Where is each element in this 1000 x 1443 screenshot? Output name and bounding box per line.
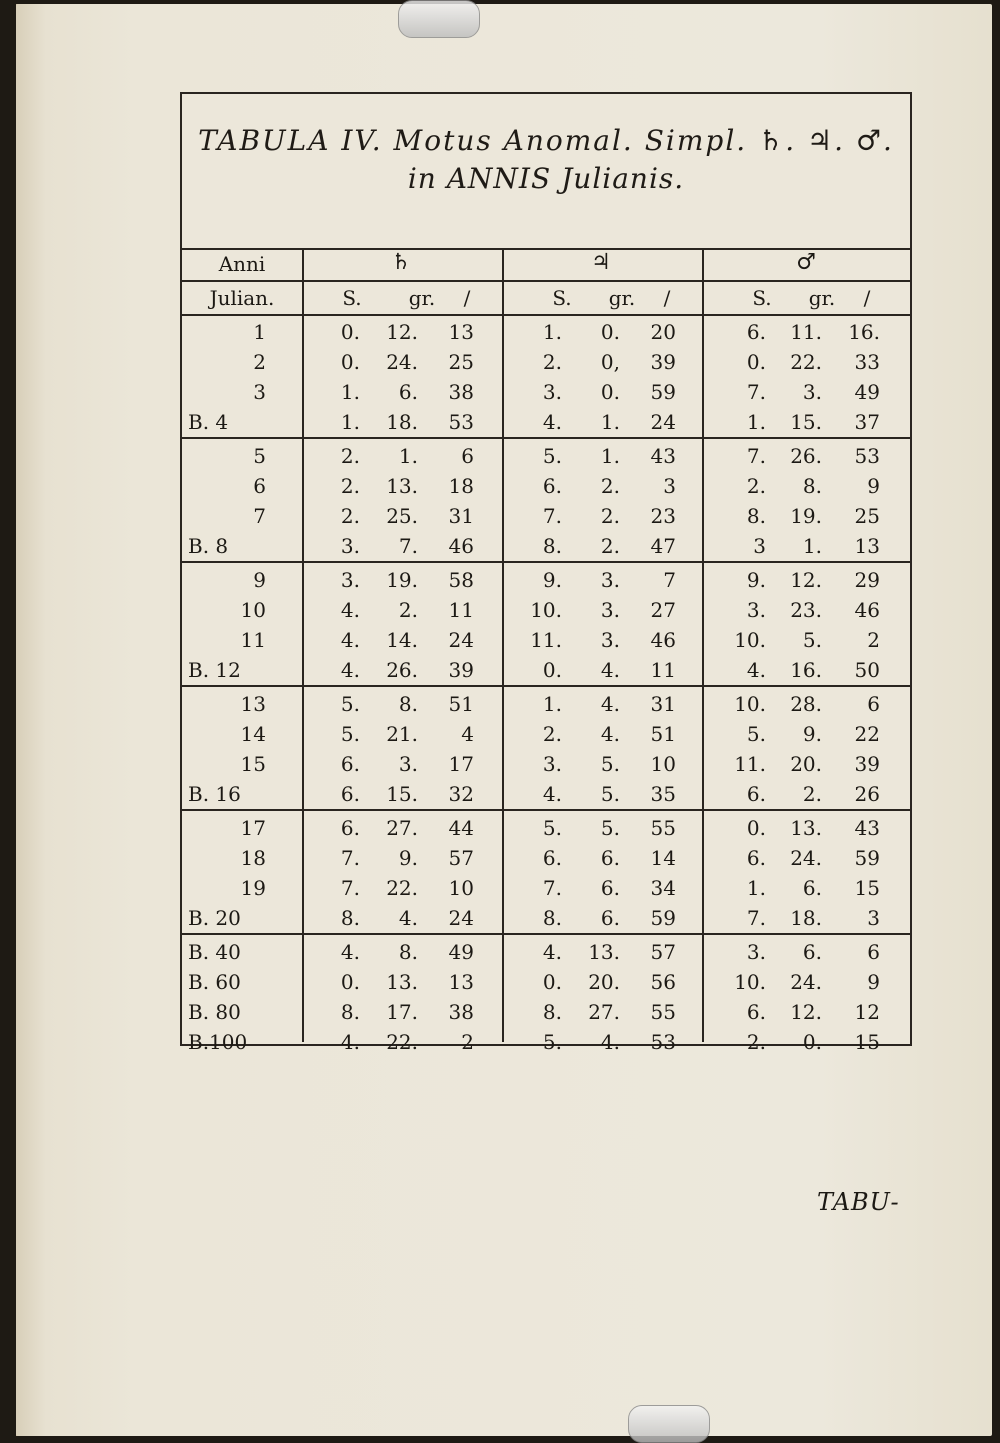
header-saturn: ♄ [391,250,411,275]
mar-value: 13 [854,534,880,558]
year-cell: B. 40 [188,940,241,964]
year-cell: 5 [253,444,266,468]
mar-value: 7. [746,380,766,404]
year-cell: 10 [240,598,266,622]
sat-value: 1. [340,410,360,434]
sat-value: 4. [340,658,360,682]
jup-value: 6. [600,876,620,900]
jup-value: 6. [542,474,562,498]
sat-value: 2. [398,598,418,622]
mar-value: 18. [790,906,822,930]
jup-value: 2. [542,722,562,746]
sat-value: 8. [340,906,360,930]
sat-value: 13 [448,320,474,344]
sat-value: 5. [340,722,360,746]
catchword: TABU- [817,1188,900,1216]
year-cell: 3 [253,380,266,404]
sat-value: 6 [461,444,474,468]
sat-value: 2. [340,474,360,498]
jup-value: 56 [650,970,676,994]
mar-value: 19. [790,504,822,528]
sat-value: 2 [461,1030,474,1054]
mar-value: 1. [802,534,822,558]
mar-value: 50 [854,658,880,682]
jup-value: 4. [542,782,562,806]
jup-value: 9. [542,568,562,592]
unit-min: / [463,286,471,310]
sat-value: 3. [398,752,418,776]
mar-value: 6. [746,846,766,870]
jup-value: 0. [600,380,620,404]
jup-value: 6. [600,906,620,930]
sat-value: 4. [340,628,360,652]
jup-value: 4. [600,692,620,716]
mar-value: 9. [802,722,822,746]
sat-value: 6. [398,380,418,404]
mar-value: 20. [790,752,822,776]
mar-value: 6. [746,782,766,806]
sat-value: 5. [340,692,360,716]
year-cell: B. 80 [188,1000,241,1024]
mar-value: 3. [746,940,766,964]
mar-value: 37 [854,410,880,434]
mar-value: 3. [802,380,822,404]
jup-value: 8. [542,534,562,558]
jup-value: 59 [650,380,676,404]
mar-value: 59 [854,846,880,870]
jup-value: 4. [542,940,562,964]
sat-value: 3. [340,534,360,558]
sat-value: 22. [386,1030,418,1054]
sat-value: 17. [386,1000,418,1024]
mar-value: 9 [867,474,880,498]
year-cell: B. 12 [188,658,241,682]
sat-value: 13. [386,474,418,498]
jup-value: 5. [542,1030,562,1054]
year-cell: B. 16 [188,782,241,806]
mar-value: 9 [867,970,880,994]
jup-value: 6. [542,846,562,870]
sat-value: 9. [398,846,418,870]
mar-value: 15. [790,410,822,434]
jup-value: 6. [600,846,620,870]
jup-value: 34 [650,876,676,900]
mar-value: 1. [746,876,766,900]
col-divider [702,248,704,1042]
mar-value: 6 [867,940,880,964]
table-frame [180,92,912,1054]
jup-value: 5. [600,782,620,806]
jup-value: 10 [650,752,676,776]
year-cell: 2 [253,350,266,374]
jup-value: 47 [650,534,676,558]
jup-value: 1. [600,410,620,434]
sat-value: 18 [448,474,474,498]
mar-value: 7. [746,444,766,468]
mar-value: 15 [854,876,880,900]
jup-value: 2. [542,350,562,374]
sat-value: 0. [340,320,360,344]
sat-value: 8. [398,692,418,716]
sat-value: 8. [398,940,418,964]
mar-value: 6 [867,692,880,716]
sat-value: 0. [340,970,360,994]
jup-value: 20. [588,970,620,994]
sat-value: 38 [448,380,474,404]
year-cell: B.100 [188,1030,248,1054]
jup-value: 1. [600,444,620,468]
unit-gr: gr. [608,286,636,310]
mar-value: 9. [746,568,766,592]
unit-gr: gr. [808,286,836,310]
jup-value: 1. [542,320,562,344]
mar-value: 7. [746,906,766,930]
jup-value: 59 [650,906,676,930]
mar-value: 6. [802,876,822,900]
jup-value: 35 [650,782,676,806]
jup-value: 1. [542,692,562,716]
jup-value: 55 [650,816,676,840]
sat-value: 18. [386,410,418,434]
jup-value: 14 [650,846,676,870]
mar-value: 23. [790,598,822,622]
group-divider [182,437,910,439]
jup-value: 8. [542,906,562,930]
sat-value: 6. [340,782,360,806]
mar-value: 26. [790,444,822,468]
sat-value: 32 [448,782,474,806]
jup-value: 11. [530,628,562,652]
year-cell: 13 [240,692,266,716]
sat-value: 6. [340,816,360,840]
unit-s: S. [552,286,572,310]
unit-min: / [863,286,871,310]
mar-value: 3 [867,906,880,930]
sat-value: 44 [448,816,474,840]
jup-value: 51 [650,722,676,746]
group-divider [182,933,910,935]
sat-value: 11 [448,598,474,622]
sat-value: 12. [386,320,418,344]
year-cell: 15 [240,752,266,776]
mar-value: 8. [802,474,822,498]
jup-value: 8. [542,1000,562,1024]
header-row-units [182,282,910,316]
jup-value: 4. [600,1030,620,1054]
jup-value: 27 [650,598,676,622]
jup-value: 4. [600,722,620,746]
sat-value: 25. [386,504,418,528]
mar-value: 10. [734,628,766,652]
jup-value: 55 [650,1000,676,1024]
sat-value: 4 [461,722,474,746]
jup-value: 0. [542,970,562,994]
sat-value: 2. [340,504,360,528]
sat-value: 4. [340,598,360,622]
header-julian: Julian. [209,286,275,310]
mar-value: 10. [734,692,766,716]
jup-value: 53 [650,1030,676,1054]
bottom-clip [628,1405,710,1443]
top-clip [398,0,480,38]
sat-value: 13. [386,970,418,994]
mar-value: 43 [854,816,880,840]
mar-value: 49 [854,380,880,404]
jup-value: 5. [542,816,562,840]
mar-value: 1. [746,410,766,434]
mar-value: 16. [848,320,880,344]
jup-value: 20 [650,320,676,344]
sat-value: 53 [448,410,474,434]
header-anni: Anni [218,252,266,276]
group-divider [182,685,910,687]
jup-value: 0. [600,320,620,344]
jup-value: 57 [650,940,676,964]
sat-value: 19. [386,568,418,592]
mar-value: 24. [790,846,822,870]
mar-value: 33 [854,350,880,374]
jup-value: 31 [650,692,676,716]
sat-value: 4. [340,940,360,964]
sat-value: 24 [448,906,474,930]
jup-value: 3. [600,628,620,652]
sat-value: 13 [448,970,474,994]
mar-value: 39 [854,752,880,776]
sat-value: 26. [386,658,418,682]
sat-value: 2. [340,444,360,468]
year-cell: B. 20 [188,906,241,930]
mar-value: 15 [854,1030,880,1054]
sat-value: 58 [448,568,474,592]
jup-value: 43 [650,444,676,468]
mar-value: 8. [746,504,766,528]
sat-value: 31 [448,504,474,528]
mar-value: 3 [753,534,766,558]
year-cell: 6 [253,474,266,498]
group-divider [182,561,910,563]
mar-value: 5. [802,628,822,652]
jup-value: 11 [650,658,676,682]
jup-value: 3. [600,568,620,592]
title-box [182,94,910,250]
year-cell: 1 [253,320,266,344]
year-cell: 14 [240,722,266,746]
sat-value: 27. [386,816,418,840]
sat-value: 14. [386,628,418,652]
mar-value: 5. [746,722,766,746]
jup-value: 7. [542,504,562,528]
jup-value: 7. [542,876,562,900]
mar-value: 12 [854,1000,880,1024]
sat-value: 7. [398,534,418,558]
sat-value: 4. [398,906,418,930]
sat-value: 25 [448,350,474,374]
jup-value: 10. [530,598,562,622]
jup-value: 27. [588,1000,620,1024]
unit-gr: gr. [408,286,436,310]
sat-value: 10 [448,876,474,900]
mar-value: 13. [790,816,822,840]
mar-value: 6. [802,940,822,964]
mar-value: 11. [790,320,822,344]
mar-value: 0. [802,1030,822,1054]
sat-value: 0. [340,350,360,374]
sat-value: 3. [340,568,360,592]
mar-value: 3. [746,598,766,622]
mar-value: 2 [867,628,880,652]
year-cell: 19 [240,876,266,900]
mar-value: 2. [802,782,822,806]
mar-value: 46 [854,598,880,622]
year-cell: 11 [240,628,266,652]
table-title: TABULA IV. Motus Anomal. Simpl. ♄. ♃. ♂. [198,124,894,157]
sat-value: 24. [386,350,418,374]
jup-value: 13. [588,940,620,964]
year-cell: 17 [240,816,266,840]
jup-value: 5. [600,752,620,776]
mar-value: 22 [854,722,880,746]
jup-value: 24 [650,410,676,434]
unit-min: / [663,286,671,310]
sat-value: 17 [448,752,474,776]
sat-value: 1. [340,380,360,404]
sat-value: 49 [448,940,474,964]
unit-s: S. [342,286,362,310]
mar-value: 28. [790,692,822,716]
mar-value: 2. [746,1030,766,1054]
header-row-planets [182,248,910,282]
sat-value: 51 [448,692,474,716]
sat-value: 6. [340,752,360,776]
mar-value: 12. [790,1000,822,1024]
sat-value: 38 [448,1000,474,1024]
col-divider [302,248,304,1042]
year-cell: 7 [253,504,266,528]
jup-value: 0, [600,350,620,374]
sat-value: 39 [448,658,474,682]
jup-value: 2. [600,534,620,558]
jup-value: 46 [650,628,676,652]
mar-value: 6. [746,1000,766,1024]
header-mars: ♂ [796,250,816,275]
jup-value: 39 [650,350,676,374]
table-subtitle: in ANNIS Julianis. [407,162,685,195]
jup-value: 3. [600,598,620,622]
mar-value: 11. [734,752,766,776]
year-cell: 9 [253,568,266,592]
jup-value: 3. [542,380,562,404]
jup-value: 3. [542,752,562,776]
jup-value: 2. [600,504,620,528]
mar-value: 26 [854,782,880,806]
mar-value: 53 [854,444,880,468]
sat-value: 4. [340,1030,360,1054]
jup-value: 3 [663,474,676,498]
jup-value: 4. [542,410,562,434]
sat-value: 7. [340,876,360,900]
year-cell: B. 4 [188,410,229,434]
jup-value: 5. [600,816,620,840]
sat-value: 21. [386,722,418,746]
col-divider [502,248,504,1042]
year-cell: B. 8 [188,534,229,558]
mar-value: 2. [746,474,766,498]
jup-value: 4. [600,658,620,682]
mar-value: 6. [746,320,766,344]
jup-value: 2. [600,474,620,498]
mar-value: 25 [854,504,880,528]
jup-value: 0. [542,658,562,682]
sat-value: 8. [340,1000,360,1024]
sat-value: 15. [386,782,418,806]
jup-value: 5. [542,444,562,468]
mar-value: 24. [790,970,822,994]
mar-value: 29 [854,568,880,592]
sat-value: 7. [340,846,360,870]
sat-value: 46 [448,534,474,558]
group-divider [182,809,910,811]
mar-value: 16. [790,658,822,682]
unit-s: S. [752,286,772,310]
year-cell: B. 60 [188,970,241,994]
mar-value: 0. [746,350,766,374]
sat-value: 22. [386,876,418,900]
jup-value: 23 [650,504,676,528]
mar-value: 10. [734,970,766,994]
jup-value: 7 [663,568,676,592]
year-cell: 18 [240,846,266,870]
mar-value: 0. [746,816,766,840]
sat-value: 57 [448,846,474,870]
mar-value: 22. [790,350,822,374]
sat-value: 24 [448,628,474,652]
mar-value: 12. [790,568,822,592]
mar-value: 4. [746,658,766,682]
sat-value: 1. [398,444,418,468]
header-jupiter: ♃ [591,250,611,275]
